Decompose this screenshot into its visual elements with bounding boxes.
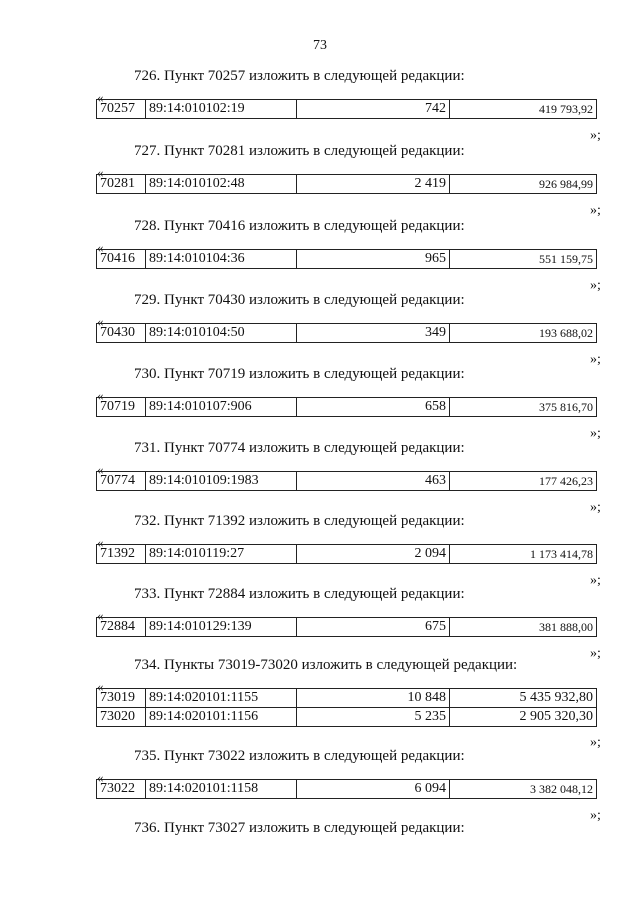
section-heading: 730. Пункт 70719 изложить в следующей редакции: xyxy=(134,366,465,382)
data-table xyxy=(96,249,597,269)
page-number: 73 xyxy=(313,38,327,53)
section-heading: 734. Пункты 73019-73020 изложить в следующей редакции: xyxy=(134,657,518,673)
table-row xyxy=(97,100,597,119)
area-cell: 742 xyxy=(297,100,450,119)
open-quote: « xyxy=(97,388,104,403)
section-heading: 726. Пункт 70257 изложить в следующей редакции: xyxy=(134,68,465,84)
cost-cell: 926 984,99 xyxy=(450,175,597,194)
area-cell: 2 419 xyxy=(297,175,450,194)
section-heading: 735. Пункт 73022 изложить в следующей редакции: xyxy=(134,748,465,764)
area-cell: 463 xyxy=(297,472,450,491)
open-quote: « xyxy=(97,314,104,329)
area-cell: 10 848 xyxy=(297,689,450,708)
close-quote: »; xyxy=(590,573,601,588)
cost-cell: 177 426,23 xyxy=(450,472,597,491)
cadastral-number-cell: 89:14:020101:1158 xyxy=(146,780,297,799)
cadastral-number-cell: 89:14:010129:139 xyxy=(146,618,297,637)
cadastral-number-cell: 89:14:010107:906 xyxy=(146,398,297,417)
open-quote: « xyxy=(97,535,104,550)
data-table xyxy=(96,617,597,637)
section-heading: 733. Пункт 72884 изложить в следующей редакции: xyxy=(134,586,465,602)
open-quote: « xyxy=(97,608,104,623)
section-heading: 727. Пункт 70281 изложить в следующей редакции: xyxy=(134,143,465,159)
section-heading: 729. Пункт 70430 изложить в следующей редакции: xyxy=(134,292,465,308)
cost-cell: 375 816,70 xyxy=(450,398,597,417)
table-row xyxy=(97,780,597,799)
area-cell: 658 xyxy=(297,398,450,417)
area-cell: 6 094 xyxy=(297,780,450,799)
area-cell: 2 094 xyxy=(297,545,450,564)
object-code-cell: 70416 xyxy=(97,250,146,269)
cost-cell: 381 888,00 xyxy=(450,618,597,637)
cadastral-number-cell: 89:14:010109:1983 xyxy=(146,472,297,491)
section-heading: 731. Пункт 70774 изложить в следующей редакции: xyxy=(134,440,465,456)
table-row xyxy=(97,618,597,637)
object-code-cell: 73019 xyxy=(97,689,146,708)
section-heading: 736. Пункт 73027 изложить в следующей редакции: xyxy=(134,820,465,836)
object-code-cell: 70719 xyxy=(97,398,146,417)
table-row xyxy=(97,708,597,727)
cost-cell: 5 435 932,80 xyxy=(450,689,597,708)
cost-cell: 1 173 414,78 xyxy=(450,545,597,564)
data-table xyxy=(96,323,597,343)
data-table xyxy=(96,99,597,119)
close-quote: »; xyxy=(590,278,601,293)
table-row xyxy=(97,689,597,708)
open-quote: « xyxy=(97,770,104,785)
open-quote: « xyxy=(97,165,104,180)
data-table xyxy=(96,397,597,417)
cost-cell: 3 382 048,12 xyxy=(450,780,597,799)
table-row xyxy=(97,250,597,269)
data-table xyxy=(96,779,597,799)
close-quote: »; xyxy=(590,203,601,218)
open-quote: « xyxy=(97,240,104,255)
object-code-cell: 72884 xyxy=(97,618,146,637)
cost-cell: 2 905 320,30 xyxy=(450,708,597,727)
table-row xyxy=(97,472,597,491)
object-code-cell: 73022 xyxy=(97,780,146,799)
close-quote: »; xyxy=(590,735,601,750)
object-code-cell: 70281 xyxy=(97,175,146,194)
area-cell: 5 235 xyxy=(297,708,450,727)
close-quote: »; xyxy=(590,426,601,441)
cost-cell: 193 688,02 xyxy=(450,324,597,343)
object-code-cell: 71392 xyxy=(97,545,146,564)
cadastral-number-cell: 89:14:010104:36 xyxy=(146,250,297,269)
object-code-cell: 70774 xyxy=(97,472,146,491)
data-table xyxy=(96,174,597,194)
cadastral-number-cell: 89:14:010102:48 xyxy=(146,175,297,194)
table-row xyxy=(97,398,597,417)
data-table xyxy=(96,544,597,564)
object-code-cell: 70257 xyxy=(97,100,146,119)
section-heading: 728. Пункт 70416 изложить в следующей редакции: xyxy=(134,218,465,234)
data-table xyxy=(96,688,597,727)
cadastral-number-cell: 89:14:010119:27 xyxy=(146,545,297,564)
cost-cell: 551 159,75 xyxy=(450,250,597,269)
close-quote: »; xyxy=(590,128,601,143)
close-quote: »; xyxy=(590,500,601,515)
data-table xyxy=(96,471,597,491)
close-quote: »; xyxy=(590,808,601,823)
object-code-cell: 70430 xyxy=(97,324,146,343)
cadastral-number-cell: 89:14:020101:1156 xyxy=(146,708,297,727)
object-code-cell: 73020 xyxy=(97,708,146,727)
cadastral-number-cell: 89:14:020101:1155 xyxy=(146,689,297,708)
table-row xyxy=(97,175,597,194)
area-cell: 675 xyxy=(297,618,450,637)
cost-cell: 419 793,92 xyxy=(450,100,597,119)
section-heading: 732. Пункт 71392 изложить в следующей редакции: xyxy=(134,513,465,529)
open-quote: « xyxy=(97,90,104,105)
cadastral-number-cell: 89:14:010104:50 xyxy=(146,324,297,343)
close-quote: »; xyxy=(590,352,601,367)
area-cell: 349 xyxy=(297,324,450,343)
table-row xyxy=(97,324,597,343)
area-cell: 965 xyxy=(297,250,450,269)
cadastral-number-cell: 89:14:010102:19 xyxy=(146,100,297,119)
close-quote: »; xyxy=(590,646,601,661)
open-quote: « xyxy=(97,679,104,694)
open-quote: « xyxy=(97,462,104,477)
table-row xyxy=(97,545,597,564)
